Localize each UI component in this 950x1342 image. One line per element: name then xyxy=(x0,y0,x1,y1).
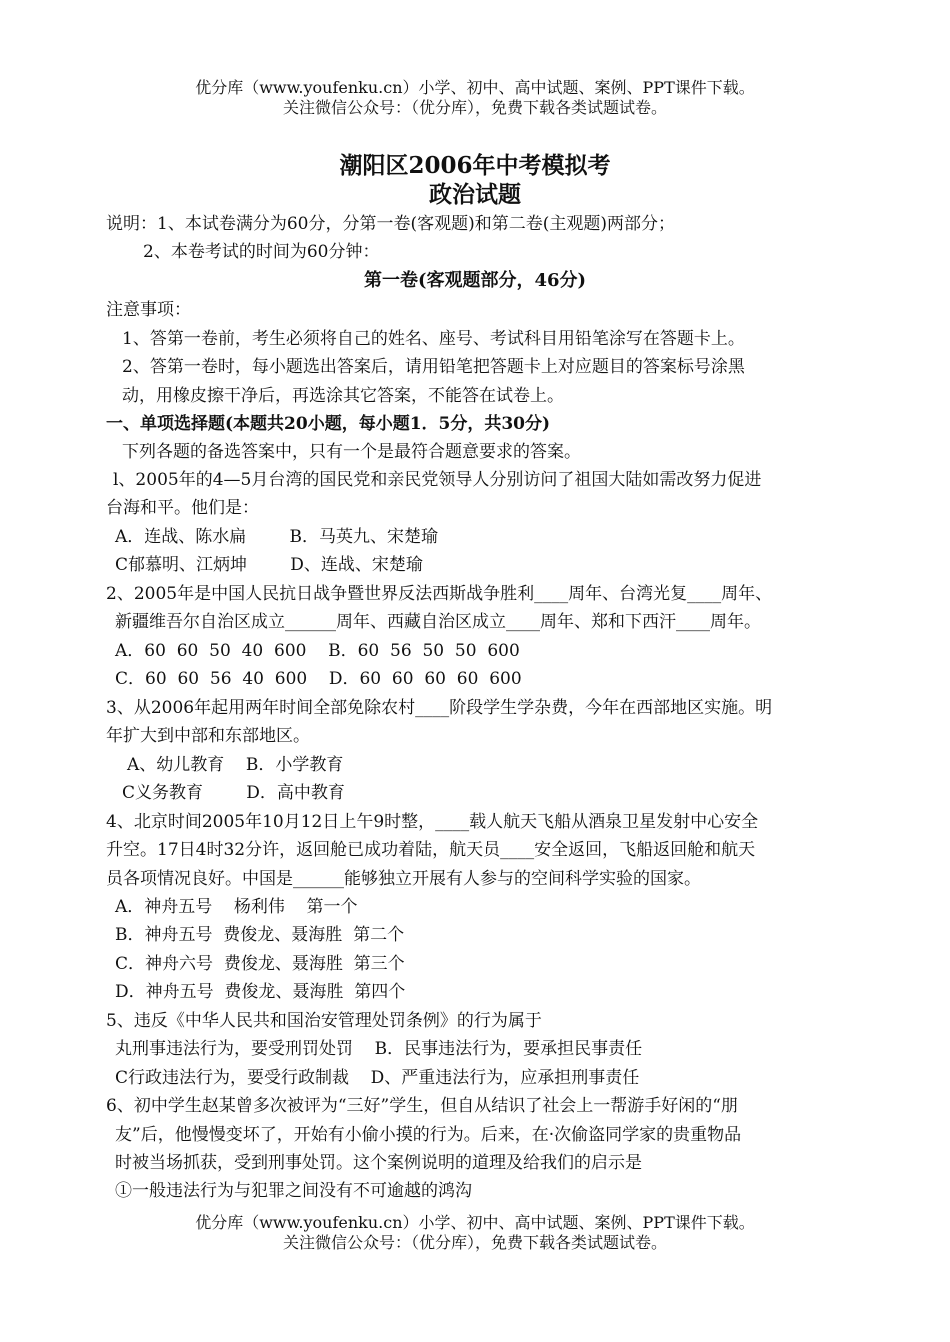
question-6-cont-1: 友”后，他慢慢变坏了，开始有小偷小摸的行为。后来，在·次偷盗同学家的贵重物品 xyxy=(115,1125,742,1145)
instruction-line-1: 说明：1、本试卷满分为60分，分第一卷(客观题)和第二卷(主观题)两部分； xyxy=(106,214,675,234)
note-item-1: 1、答第一卷前，考生必须将自己的姓名、座号、考试科目用铅笔涂写在答题卡上。 xyxy=(122,329,745,349)
question-1: l、2005年的4—5月台湾的国民党和亲民党领导人分别访问了祖国大陆如需改努力促进 xyxy=(113,470,762,490)
question-2-options-ab: A．60 60 50 40 600 B．60 56 50 50 600 xyxy=(115,641,520,661)
question-6-item-1: ①一般违法行为与犯罪之间没有不可逾越的鸿沟 xyxy=(115,1181,472,1201)
question-4-option-c: C．神舟六号 费俊龙、聂海胜 第三个 xyxy=(115,954,405,974)
question-5-options-ab: 丸刑事违法行为，要受刑罚处罚 B．民事违法行为，要承担民事责任 xyxy=(115,1039,643,1059)
question-4-option-d: D．神舟五号 费俊龙、聂海胜 第四个 xyxy=(115,982,406,1002)
question-1-cont: 台海和平。他们是： xyxy=(106,498,259,518)
question-6-cont-2: 时被当场抓获，受到刑事处罚。这个案例说明的道理及给我们的启示是 xyxy=(115,1153,642,1173)
instruction-line-2: 2、本卷考试的时间为60分钟： xyxy=(143,242,380,262)
question-4-option-b: B．神舟五号 费俊龙、聂海胜 第二个 xyxy=(115,925,405,945)
header-line-2: 关注微信公众号：（优分库），免费下载各类试题试卷。 xyxy=(282,98,667,117)
exam-subtitle: 政治试题 xyxy=(429,181,521,208)
question-5-options-cd: C行政违法行为，要受行政制裁 D、严重违法行为，应承担刑事责任 xyxy=(115,1068,640,1088)
question-1-options-cd: C郁慕明、江炳坤 D、连战、宋楚瑜 xyxy=(115,555,423,575)
question-4: 4、北京时间2005年10月12日上午9时整，____载人航天飞船从酒泉卫星发射中心安全 xyxy=(106,812,759,832)
section-title: 第一卷(客观题部分，46分) xyxy=(363,270,587,291)
part1-heading: 一、单项选择题(本题共20小题，每小题1．5分，共30分) xyxy=(106,414,551,434)
footer-line-2: 关注微信公众号：（优分库），免费下载各类试题试卷。 xyxy=(282,1233,667,1252)
question-3-options-ab: A、幼儿教育 B．小学教育 xyxy=(127,755,344,775)
question-5: 5、违反《中华人民共和国治安管理处罚条例》的行为属于 xyxy=(106,1011,542,1031)
header-line-1: 优分库（www.youfenku.cn）小学、初中、高中试题、案例、PPT课件下载。 xyxy=(195,78,755,97)
question-4-option-a: A．神舟五号 杨利伟 第一个 xyxy=(115,897,358,917)
question-3-cont: 年扩大到中部和东部地区。 xyxy=(106,726,310,746)
note-item-2-cont: 动，用橡皮擦干净后，再选涂其它答案，不能答在试卷上。 xyxy=(122,386,564,406)
footer-line-1: 优分库（www.youfenku.cn）小学、初中、高中试题、案例、PPT课件下载。 xyxy=(195,1213,755,1232)
notes-heading: 注意事项： xyxy=(106,300,191,320)
question-6: 6、初中学生赵某曾多次被评为“三好”学生，但自从结识了社会上一帮游手好闲的“朋 xyxy=(106,1096,738,1116)
question-3: 3、从2006年起用两年时间全部免除农村____阶段学生学杂费，今年在西部地区实施。明 xyxy=(106,698,773,718)
question-4-cont-1: 升空。17日4时32分许，返回舱已成功着陆，航天员____安全返回，飞船返回舱和航天 xyxy=(106,840,756,860)
question-2: 2、2005年是中国人民抗日战争暨世界反法西斯战争胜利____周年、台湾光复____周年、 xyxy=(106,584,773,604)
question-3-options-cd: C义务教育 D．高中教育 xyxy=(122,783,345,803)
question-4-cont-2: 员各项情况良好。中国是______能够独立开展有人参与的空间科学实验的国家。 xyxy=(106,869,701,889)
exam-title: 潮阳区2006年中考模拟考 xyxy=(339,152,611,179)
note-item-2: 2、答第一卷时，每小题选出答案后，请用铅笔把答题卡上对应题目的答案标号涂黑 xyxy=(122,357,745,377)
question-2-options-cd: C．60 60 56 40 600 D．60 60 60 60 600 xyxy=(115,669,522,689)
question-2-cont: 新疆维吾尔自治区成立______周年、西藏自治区成立____周年、郑和下西汗____周年。 xyxy=(115,612,761,632)
question-1-options-ab: A．连战、陈水扁 B．马英九、宋楚瑜 xyxy=(115,527,438,547)
part1-intro: 下列各题的备选答案中，只有一个是最符合题意要求的答案。 xyxy=(122,442,581,462)
